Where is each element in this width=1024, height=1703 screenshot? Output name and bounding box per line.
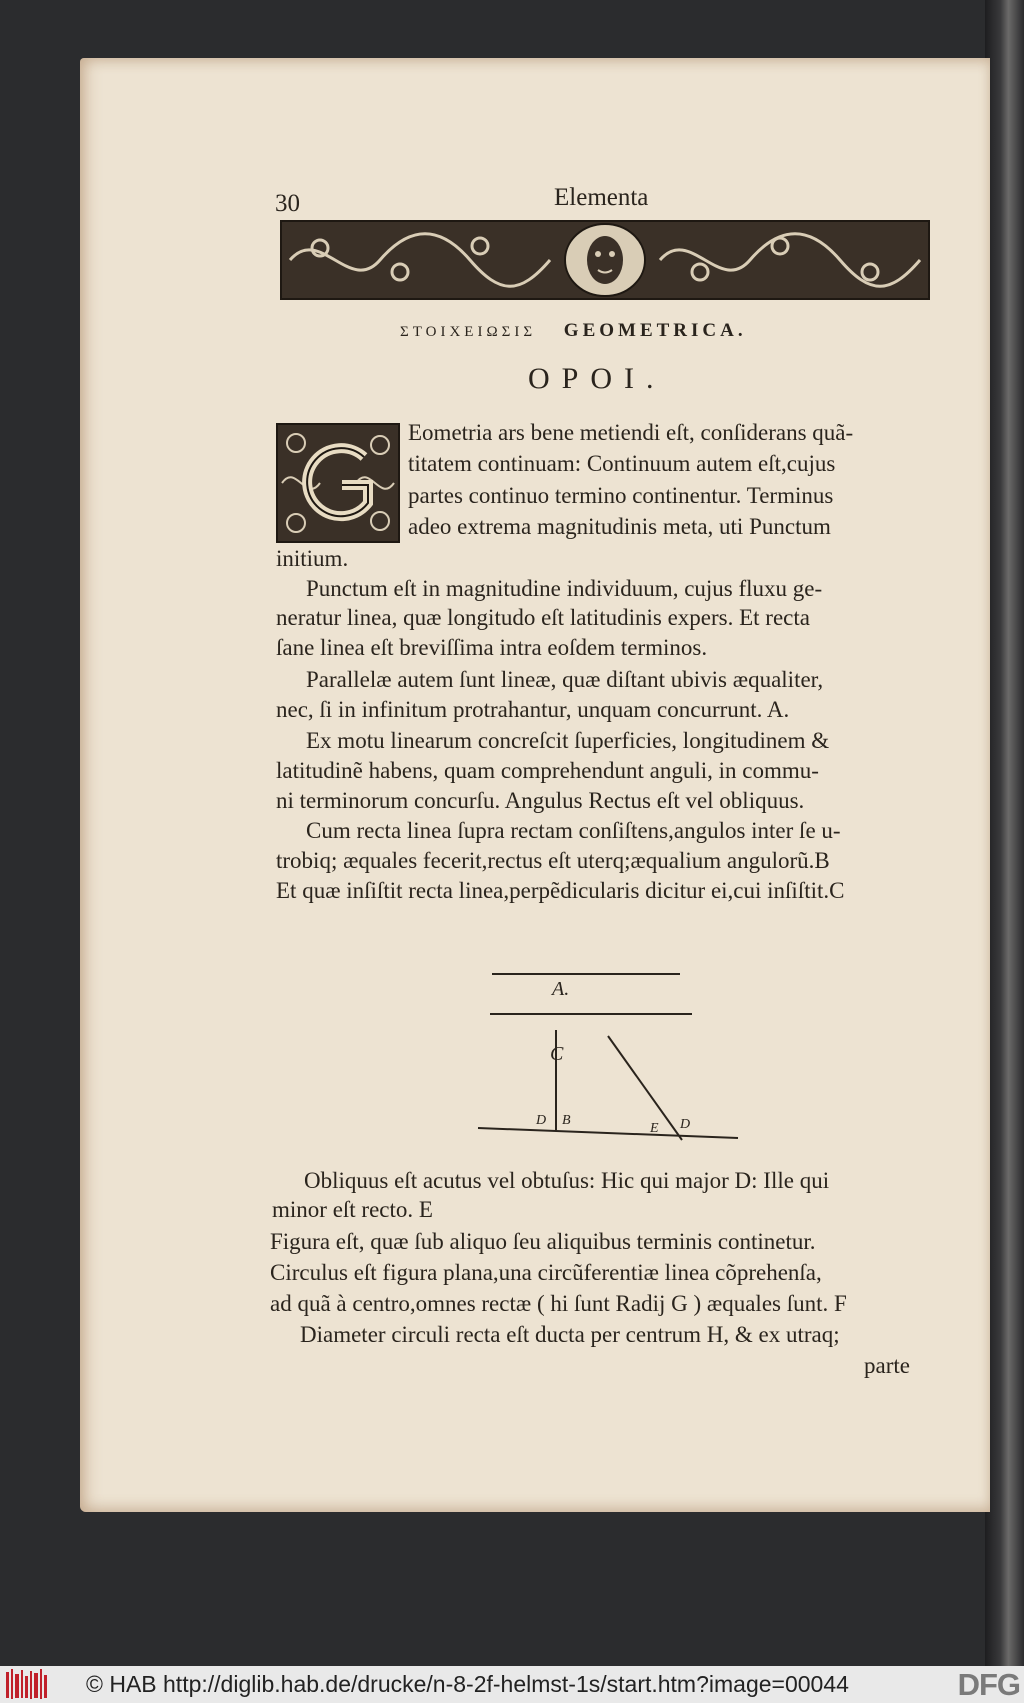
label-e: E [650, 1121, 659, 1136]
text-line: trobiq; æquales fecerit,rectus eſt uterq;æqualium angulorũ.B [276, 848, 830, 873]
text-line: Obliquus eſt acutus vel obtuſus: Hic qui major D: Ille qui [304, 1168, 830, 1193]
subtitle-greek: ΣΤΟΙΧΕΙΩΣΙΣ [400, 324, 537, 340]
label-a: A. [552, 978, 570, 1000]
text-line: Cum recta linea ſupra rectam conſiſtens,angulos inter ſe u- [306, 818, 841, 843]
section-heading: ΟΡΟΙ. [528, 362, 666, 395]
text-line: Circulus eſt figura plana,una circũferentiæ linea cõprehenſa, [270, 1260, 822, 1285]
ornament-band-icon [280, 220, 930, 300]
label-c: C [550, 1043, 564, 1065]
dfg-logo: DFG [957, 1667, 1020, 1702]
text-line: Parallelæ autem ſunt lineæ, quæ diſtant ubivis æqualiter, [306, 667, 824, 692]
footer-source-link[interactable]: © HAB http://diglib.hab.de/drucke/n-8-2f-helmst-1s/start.htm?image=00044 [86, 1671, 849, 1697]
section-subtitle [400, 320, 747, 342]
text-line: ſane linea eſt breviſſima intra eoſdem terminos. [276, 635, 708, 660]
text-line: initium. [276, 546, 349, 571]
catchword: parte [864, 1353, 910, 1378]
running-head: Elementa [554, 184, 649, 211]
text-line: minor eſt recto. E [272, 1197, 433, 1222]
text-line: ni terminorum concurſu. Angulus Rectus eſt vel obliquus. [276, 788, 805, 813]
viewer-footer [0, 1666, 1024, 1703]
label-b: B [562, 1113, 571, 1128]
label-d-right: D [680, 1117, 691, 1132]
text-line: Diameter circuli recta eſt ducta per centrum H, & ex utraq; [300, 1322, 840, 1347]
subtitle-latin: GEOMETRICA. [563, 320, 747, 341]
text-line: Figura eſt, quæ ſub aliquo ſeu aliquibus terminis continetur. [270, 1229, 816, 1254]
text-line: nec, ſi in infinitum protrahantur, unquam concurrunt. A. [276, 697, 790, 722]
decorated-initial-g-icon [276, 423, 400, 543]
text-line: Et quæ inſiſtit recta linea,perpẽdicularis dicitur ei,cui inſiſtit.C [276, 878, 845, 903]
text-line: latitudinẽ habens, quam comprehendunt anguli, in commu- [276, 758, 819, 783]
text-line: Eometria ars bene metiendi eſt, conſiderans quã- [408, 420, 854, 445]
angles-diagram [470, 960, 750, 1150]
text-line: Ex motu linearum concreſcit ſuperficies, longitudinem & [306, 728, 830, 753]
barcode-logo-icon [4, 1666, 52, 1703]
text-line: neratur linea, quæ longitudo eſt latitudinis expers. Et recta [276, 605, 810, 630]
folio-number: 30 [275, 190, 300, 217]
text-line: Punctum eſt in magnitudine individuum, cujus fluxu ge- [306, 576, 823, 601]
next-page-edge [985, 0, 1024, 1666]
text-line: titatem continuam: Continuum autem eſt,cujus [408, 451, 836, 476]
label-d-left: D [536, 1113, 547, 1128]
text-line: ad quã à centro,omnes rectæ ( hi ſunt Radij G ) æquales ſunt. F [270, 1291, 847, 1316]
text-line: partes continuo termino continentur. Terminus [408, 483, 834, 508]
text-line: adeo extrema magnitudinis meta, uti Punctum [408, 514, 831, 539]
